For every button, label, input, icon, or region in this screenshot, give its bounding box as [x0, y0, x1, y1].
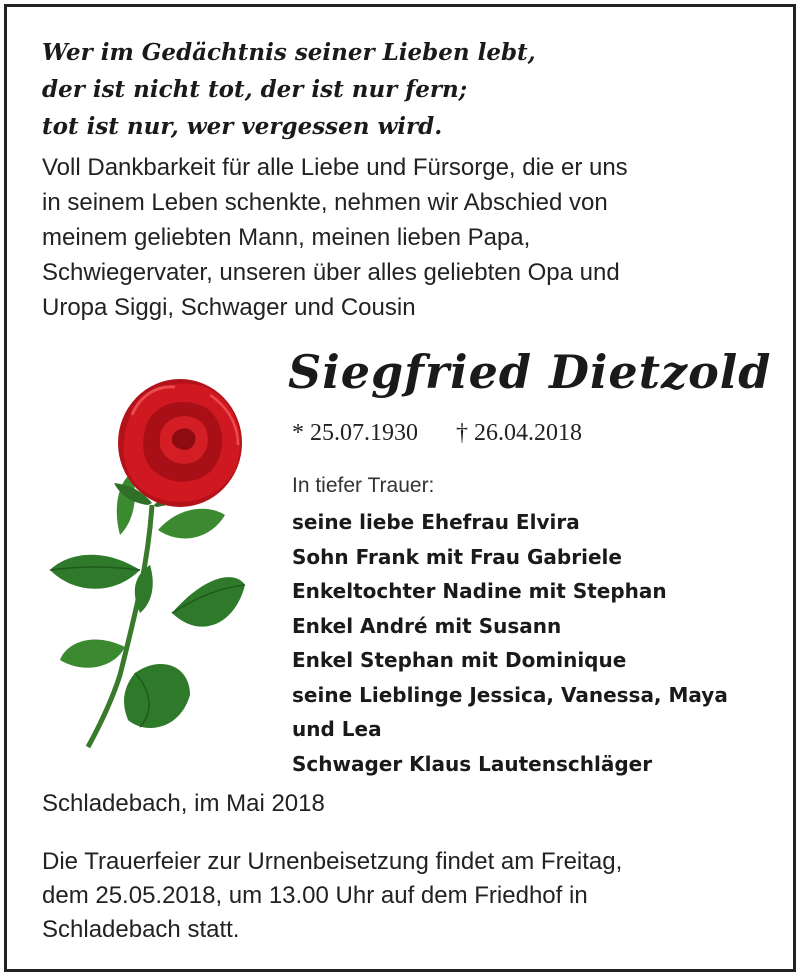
deceased-name: Siegfried Dietzold	[288, 345, 772, 399]
poem-line: der ist nicht tot, der ist nur fern;	[42, 76, 468, 103]
mourner-line: Enkeltochter Nadine mit Stephan	[292, 579, 667, 603]
mourners-list	[292, 505, 728, 781]
birth-date: * 25.07.1930	[292, 420, 418, 446]
mourner-line: und Lea	[292, 717, 382, 741]
mourning-intro: In tiefer Trauer:	[292, 474, 435, 497]
death-date: † 26.04.2018	[456, 420, 582, 446]
intro-line: Voll Dankbarkeit für alle Liebe und Fürsorge, die er uns	[42, 154, 628, 181]
life-dates	[292, 420, 582, 447]
mourner-line: Enkel André mit Susann	[292, 613, 562, 638]
funeral-line: Die Trauerfeier zur Urnenbeisetzung findet am Freitag,	[42, 848, 623, 875]
poem-line: tot ist nur, wer vergessen wird.	[42, 113, 443, 140]
mourner-line: Enkel Stephan mit Dominique	[292, 648, 627, 672]
intro-text	[42, 150, 628, 325]
intro-line: Uropa Siggi, Schwager und Cousin	[42, 294, 416, 321]
funeral-line: dem 25.05.2018, um 13.00 Uhr auf dem Friedhof in	[42, 882, 588, 909]
place-date: Schladebach, im Mai 2018	[42, 790, 325, 817]
mourner-line: Sohn Frank mit Frau Gabriele	[292, 544, 622, 569]
memorial-poem	[42, 34, 536, 145]
mourner-line: seine liebe Ehefrau Elvira	[292, 510, 580, 534]
intro-line: Schwiegervater, unseren über alles geliebten Opa und	[42, 259, 620, 286]
funeral-line: Schladebach statt.	[42, 916, 240, 943]
poem-line: Wer im Gedächtnis seiner Lieben lebt,	[42, 39, 536, 66]
intro-line: in seinem Leben schenkte, nehmen wir Abschied von	[42, 189, 608, 216]
funeral-info	[42, 845, 622, 947]
intro-line: meinem geliebten Mann, meinen lieben Papa,	[42, 224, 531, 251]
rose-icon	[40, 355, 260, 750]
mourner-line: seine Lieblinge Jessica, Vanessa, Maya	[292, 682, 728, 707]
mourner-line: Schwager Klaus Lautenschläger	[292, 751, 653, 776]
